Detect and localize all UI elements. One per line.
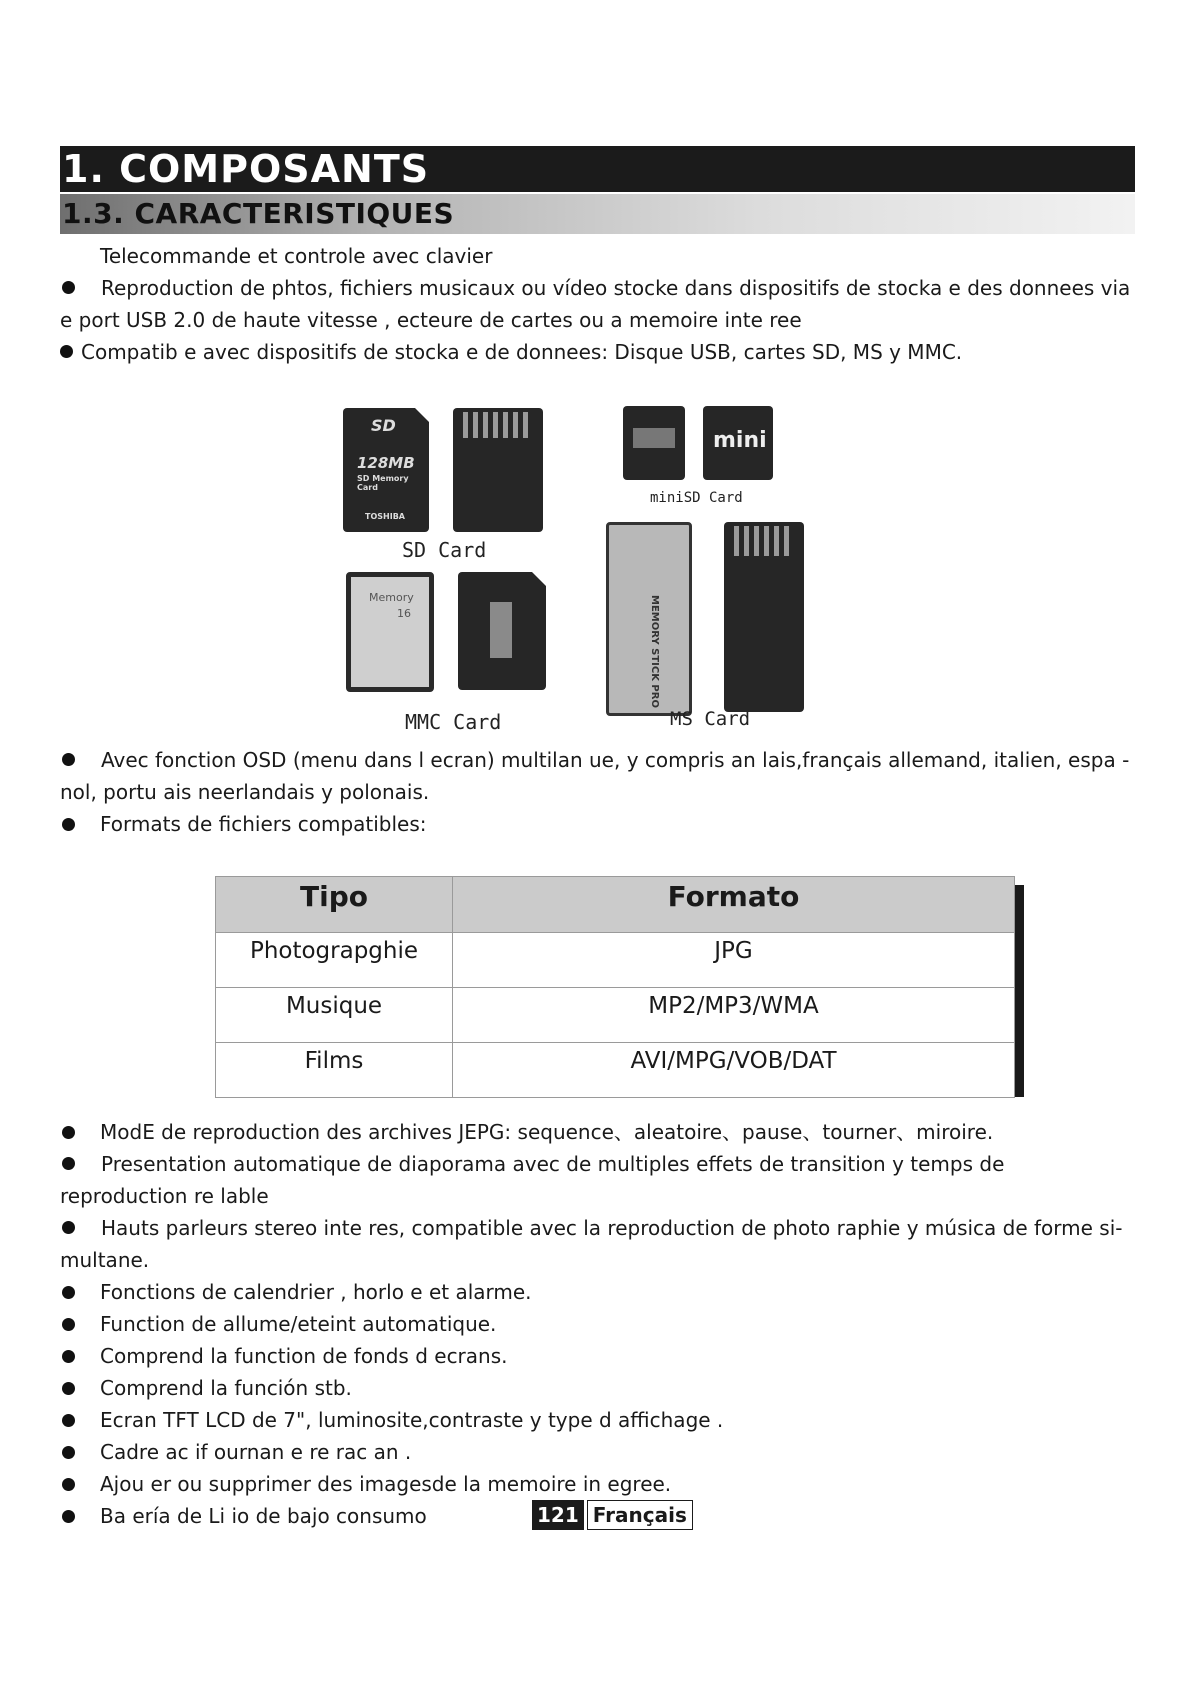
bullet-dot-icon <box>62 1318 75 1331</box>
minisd-card-back-image: mini <box>703 406 773 480</box>
language-label: Français <box>587 1500 693 1530</box>
format-cell: AVI/MPG/VOB/DAT <box>453 1043 1015 1098</box>
manual-page <box>60 146 1135 1532</box>
feature-bullet: Cadre ac if ournan e re rac an . <box>60 1436 1135 1468</box>
bullet-dot-icon <box>62 1478 75 1491</box>
feature-list-bottom <box>60 1116 1135 1532</box>
bullet-dot-icon <box>62 1510 75 1523</box>
bullet-dot-icon <box>62 1350 75 1363</box>
sd-card-front-image: SD 128MB SD Memory Card TOSHIBA <box>343 408 429 532</box>
sd-caption: SD Card <box>402 538 487 562</box>
feature-bullet: Formats de fichiers compatibles: <box>60 808 1135 840</box>
formats-table-wrapper <box>215 876 1015 1098</box>
bullet-dot-icon <box>62 1382 75 1395</box>
bullet-dot-icon <box>62 1126 75 1139</box>
mmc-card-front-image: Memory 16 <box>346 572 434 692</box>
bullet-dot-icon <box>62 818 75 831</box>
feature-bullet: Comprend la función stb. <box>60 1372 1135 1404</box>
feature-bullet: Compatib e avec dispositifs de stocka e de donnees: Disque USB, cartes SD, MS y MMC. <box>60 336 1135 368</box>
bullet-dot-icon <box>62 1221 75 1234</box>
feature-bullet: Comprend la function de fonds d ecrans. <box>60 1340 1135 1372</box>
mmc-caption: MMC Card <box>405 710 502 734</box>
table-row <box>216 933 1015 988</box>
feature-bullet: Presentation automatique de diaporama avec de multiples effets de transition y temps de reproduction re lable <box>60 1152 1005 1208</box>
chapter-heading: 1. COMPOSANTS <box>60 146 1135 192</box>
feature-bullet: Ajou er ou supprimer des imagesde la memoire in egree. <box>60 1468 1135 1500</box>
bullet-dot-icon <box>62 1446 75 1459</box>
type-cell: Musique <box>216 988 453 1043</box>
type-cell: Films <box>216 1043 453 1098</box>
ms-caption: MS Card <box>670 708 751 730</box>
page-footer <box>532 1500 693 1530</box>
ms-card-back-image <box>724 522 804 712</box>
table-row <box>216 988 1015 1043</box>
header-cell-tipo: Tipo <box>216 877 453 933</box>
type-cell: Photograpghie <box>216 933 453 988</box>
bullet-dot-icon <box>62 281 75 294</box>
format-cell: JPG <box>453 933 1015 988</box>
feature-bullet: Hauts parleurs stereo inte res, compatible avec la reproduction de photo raphie y música de forme si- multane. <box>60 1216 1123 1272</box>
feature-bullet: Fonctions de calendrier , horlo e et alarme. <box>60 1276 1135 1308</box>
minisd-caption: miniSD Card <box>650 490 743 506</box>
formats-table <box>215 876 1015 1098</box>
minisd-card-front-image <box>623 406 685 480</box>
bullet-dot-icon <box>62 753 75 766</box>
sd-card-back-image <box>453 408 543 532</box>
mmc-card-back-image <box>458 572 546 690</box>
memory-card-figure <box>60 376 1135 744</box>
page-number: 121 <box>532 1500 584 1530</box>
feature-bullet: Ba ería de Li io de bajo consumo <box>60 1500 1135 1532</box>
table-header-row <box>216 877 1015 933</box>
ms-card-front-image: MEMORY STICK PRO <box>606 522 692 716</box>
feature-bullet: Function de allume/eteint automatique. <box>60 1308 1135 1340</box>
bullet-dot-icon <box>60 345 73 358</box>
table-row <box>216 1043 1015 1098</box>
header-cell-formato: Formato <box>453 877 1015 933</box>
feature-bullet: ModE de reproduction des archives JEPG: sequence、aleatoire、pause、tourner、miroire. <box>60 1116 1135 1148</box>
bullet-dot-icon <box>62 1286 75 1299</box>
feature-bullet: Reproduction de phtos, fichiers musicaux ou vídeo stocke dans dispositifs de stocka e des donnees via e port USB 2.0 de haute vitesse , ecteure de cartes ou a memoire inte ree <box>60 276 1131 332</box>
section-heading: 1.3. CARACTERISTIQUES <box>60 194 1135 234</box>
feature-bullet: Avec fonction OSD (menu dans l ecran) multilan ue, y compris an lais,français allemand, italien, espa - nol, portu ais neerlandais y polonais. <box>60 748 1130 804</box>
format-cell: MP2/MP3/WMA <box>453 988 1015 1043</box>
feature-bullet: Ecran TFT LCD de 7", luminosite,contraste y type d affichage . <box>60 1404 1135 1436</box>
bullet-dot-icon <box>62 1414 75 1427</box>
intro-line: Telecommande et controle avec clavier <box>100 244 493 268</box>
bullet-dot-icon <box>62 1157 75 1170</box>
